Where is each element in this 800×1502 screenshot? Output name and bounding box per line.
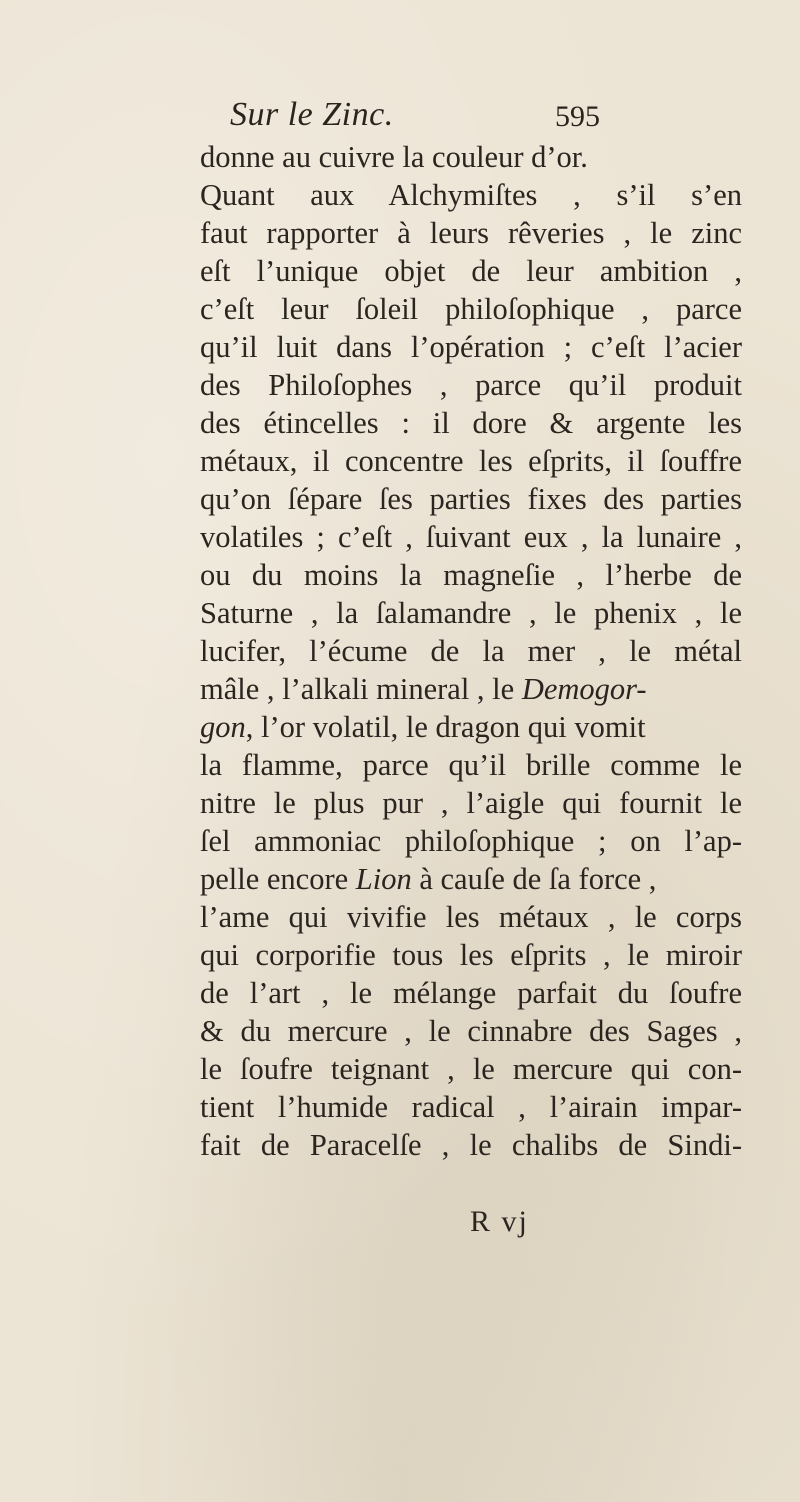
text-line: Saturne , la ſalamandre , le phenix , le: [200, 596, 742, 630]
text-line: lucifer, l’écume de la mer , le métal: [200, 634, 742, 668]
text-line: fait de Paracelſe , le chalibs de Sindi-: [200, 1128, 742, 1162]
text-line: la flamme, parce qu’il brille comme le: [200, 748, 742, 782]
italic-name: Lion: [355, 862, 412, 896]
text-run: mâle , l’alkali mineral , le: [200, 672, 522, 706]
text-line: eſt l’unique objet de leur ambition ,: [200, 254, 742, 288]
text-line: nitre le plus pur , l’aigle qui fournit le: [200, 786, 742, 820]
text-line: qu’on ſépare ſes parties fixes des parties: [200, 482, 742, 516]
text-line: le ſoufre teignant , le mercure qui con-: [200, 1052, 742, 1086]
text-line: l’ame qui vivifie les métaux , le corps: [200, 900, 742, 934]
text-line: [200, 670, 742, 708]
text-line: faut rapporter à leurs rêveries , le zinc: [200, 216, 742, 250]
text-run: à cauſe de ſa force ,: [411, 862, 657, 896]
text-line: & du mercure , le cinnabre des Sages ,: [200, 1014, 742, 1048]
text-line: [200, 860, 742, 898]
text-line: de l’art , le mélange parfait du ſoufre: [200, 976, 742, 1010]
text-run: , l’or volatil, le dragon qui vomit: [245, 710, 646, 744]
italic-name: Demogor-: [521, 672, 647, 706]
text-line: ſel ammoniac philoſophique ; on l’ap-: [200, 824, 742, 858]
text-line: ou du moins la magneſie , l’herbe de: [200, 558, 742, 592]
text-line: [200, 708, 742, 746]
text-run: pelle encore: [200, 862, 356, 896]
page-header: [0, 96, 800, 140]
italic-name: gon: [200, 710, 246, 744]
page-number: 595: [555, 100, 600, 133]
running-title: Sur le Zinc.: [230, 96, 394, 133]
text-line: des Philoſophes , parce qu’il produit: [200, 368, 742, 402]
text-line: des étincelles : il dore & argente les: [200, 406, 742, 440]
text-line: qui corporifie tous les eſprits , le miroir: [200, 938, 742, 972]
text-line: c’eſt leur ſoleil philoſophique , parce: [200, 292, 742, 326]
text-line: Quant aux Alchymiſtes , s’il s’en: [200, 178, 742, 212]
text-line: métaux, il concentre les eſprits, il ſouffre: [200, 444, 742, 478]
text-line: donne au cuivre la couleur d’or.: [200, 140, 588, 174]
text-line: volatiles ; c’eſt , ſuivant eux , la lunaire ,: [200, 520, 742, 554]
text-line: qu’il luit dans l’opération ; c’eſt l’acier: [200, 330, 742, 364]
signature-mark: R vj: [470, 1205, 529, 1238]
text-line: tient l’humide radical , l’airain impar-: [200, 1090, 742, 1124]
